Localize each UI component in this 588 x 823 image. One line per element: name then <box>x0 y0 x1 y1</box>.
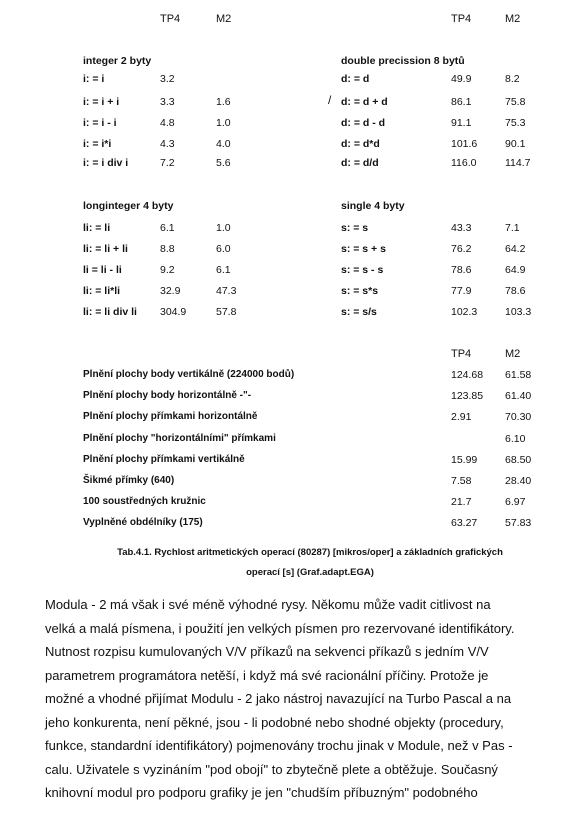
body-paragraph <box>45 593 571 805</box>
tp4-cell: 123.85 <box>451 390 484 402</box>
group-title-longinteger: longinteger 4 byty <box>83 200 174 212</box>
tp4-cell: 3.2 <box>160 73 175 85</box>
tp4-cell: 91.1 <box>451 117 472 129</box>
bench-label: 100 soustředných kružnic <box>83 496 206 507</box>
bench-label: Plnění plochy přímkami vertikálně <box>83 454 245 465</box>
paragraph-line: velká a malá písmena, i použití jen velkých písmen pro rezervované identifikátory. <box>45 620 515 636</box>
m2-cell: 6.97 <box>505 496 526 508</box>
tp4-cell: 4.8 <box>160 117 175 129</box>
op-cell: s: = s - s <box>341 264 384 276</box>
tp4-cell: 9.2 <box>160 264 175 276</box>
tp4-cell: 77.9 <box>451 285 472 297</box>
tp4-cell: 21.7 <box>451 496 472 508</box>
op-cell: s: = s <box>341 222 369 234</box>
m2-cell: 7.1 <box>505 222 520 234</box>
op-cell: li: = li div li <box>83 306 137 318</box>
bench-label: Vyplněné obdélníky (175) <box>83 517 203 528</box>
op-cell: d: = d <box>341 73 370 85</box>
left-header-tp4: TP4 <box>160 13 181 25</box>
m2-cell: 1.0 <box>216 117 231 129</box>
m2-cell: 78.6 <box>505 285 526 297</box>
right-header-tp4: TP4 <box>451 13 472 25</box>
m2-cell: 61.58 <box>505 369 532 381</box>
tp4-cell: 6.1 <box>160 222 175 234</box>
graphics-header-m2: M2 <box>505 348 521 360</box>
tp4-cell: 102.3 <box>451 306 478 318</box>
tp4-cell: 7.2 <box>160 157 175 169</box>
right-header-m2: M2 <box>505 13 521 25</box>
m2-cell: 6.1 <box>216 264 231 276</box>
tp4-cell: 76.2 <box>451 243 472 255</box>
m2-cell: 47.3 <box>216 285 237 297</box>
bench-label: Plnění plochy body vertikálně (224000 bodů) <box>83 369 295 380</box>
paragraph-line: jeho konkurenta, není pěkné, jsou - li podobné nebo shodné objekty (procedury, <box>45 714 504 730</box>
m2-cell: 57.83 <box>505 517 532 529</box>
table-caption-line2: operací [s] (Graf.adapt.EGA) <box>246 567 374 578</box>
bench-label: Plnění plochy "horizontálními" přímkami <box>83 433 276 444</box>
m2-cell: 75.8 <box>505 96 526 108</box>
paragraph-line: funkce, standardní identifikátory) pojmenovány trochu jinak v Module, než v Pas - <box>45 738 513 753</box>
bench-label: Šikmé přímky (640) <box>83 475 175 486</box>
op-cell: i: = i - i <box>83 117 117 129</box>
table-caption-line1: Tab.4.1. Rychlost aritmetických operací (80287) [mikros/oper] a základních grafických <box>117 547 503 558</box>
op-cell: s: = s + s <box>341 243 386 255</box>
op-cell: li: = li*li <box>83 285 121 297</box>
tp4-cell: 15.99 <box>451 454 478 466</box>
paragraph-line: calu. Uživatele s vyzináním "pod obojí" to zbytečně plete a obtěžuje. Současný <box>45 761 498 777</box>
m2-cell: 6.10 <box>505 433 526 445</box>
op-cell: i: = i <box>83 73 105 85</box>
paragraph-line: Nutnost rozpisu kumulovaných V/V příkazů na sekvenci příkazů s jedním V/V <box>45 644 489 659</box>
bench-label: Plnění plochy body horizontálně -"- <box>83 390 252 401</box>
tp4-cell: 3.3 <box>160 96 175 108</box>
tp4-cell: 304.9 <box>160 306 187 318</box>
m2-cell: 57.8 <box>216 306 237 318</box>
op-cell: s: = s/s <box>341 306 377 318</box>
tp4-cell: 2.91 <box>451 411 472 423</box>
tp4-cell: 8.8 <box>160 243 175 255</box>
m2-cell: 68.50 <box>505 454 532 466</box>
tp4-cell: 49.9 <box>451 73 472 85</box>
group-title-double: double precission 8 bytů <box>341 55 465 67</box>
m2-cell: 1.6 <box>216 96 231 108</box>
m2-cell: 61.40 <box>505 390 532 402</box>
m2-cell: 75.3 <box>505 117 526 129</box>
tp4-cell: 4.3 <box>160 138 175 150</box>
m2-cell: 4.0 <box>216 138 231 150</box>
op-cell: i: = i + i <box>83 96 120 108</box>
op-cell: d: = d - d <box>341 117 386 129</box>
op-cell: d: = d + d <box>341 96 388 108</box>
op-cell: i: = i*i <box>83 138 112 150</box>
tp4-cell: 43.3 <box>451 222 472 234</box>
paragraph-line: knihovní modul pro podporu grafiky je jen "chudším příbuzným" podobného <box>45 785 478 800</box>
op-cell: li = li - li <box>83 264 122 276</box>
op-cell: s: = s*s <box>341 285 379 297</box>
m2-cell: 6.0 <box>216 243 231 255</box>
m2-cell: 70.30 <box>505 411 532 423</box>
m2-cell: 64.9 <box>505 264 526 276</box>
group-title-integer: integer 2 byty <box>83 55 152 67</box>
margin-mark: / <box>328 93 332 107</box>
bench-label: Plnění plochy přímkami horizontálně <box>83 411 258 422</box>
op-cell: li: = li + li <box>83 243 128 255</box>
tp4-cell: 7.58 <box>451 475 472 487</box>
tp4-cell: 63.27 <box>451 517 478 529</box>
op-cell: d: = d*d <box>341 138 380 150</box>
paragraph-line: možné a vhodné přijímat Modulu - 2 jako nástroj navazující na Turbo Pascal a na <box>45 691 512 706</box>
m2-cell: 64.2 <box>505 243 526 255</box>
m2-cell: 114.7 <box>505 157 531 169</box>
m2-cell: 28.40 <box>505 475 532 487</box>
tp4-cell: 101.6 <box>451 138 478 150</box>
group-title-single: single 4 byty <box>341 200 405 212</box>
m2-cell: 103.3 <box>505 306 532 318</box>
op-cell: i: = i div i <box>83 157 129 169</box>
tp4-cell: 32.9 <box>160 285 181 297</box>
m2-cell: 5.6 <box>216 157 231 169</box>
op-cell: li: = li <box>83 222 111 234</box>
paragraph-line: Modula - 2 má však i své méně výhodné rysy. Někomu může vadit citlivost na <box>45 597 491 612</box>
left-header-m2: M2 <box>216 13 232 25</box>
graphics-header-tp4: TP4 <box>451 348 472 360</box>
m2-cell: 1.0 <box>216 222 231 234</box>
m2-cell: 90.1 <box>505 138 526 150</box>
tp4-cell: 78.6 <box>451 264 472 276</box>
m2-cell: 8.2 <box>505 73 520 85</box>
paragraph-line: parametrem programátora netěší, i když má své racionální příčiny. Protože je <box>45 667 489 683</box>
tp4-cell: 116.0 <box>451 157 477 169</box>
tp4-cell: 86.1 <box>451 96 472 108</box>
tp4-cell: 124.68 <box>451 369 484 381</box>
op-cell: d: = d/d <box>341 157 379 169</box>
